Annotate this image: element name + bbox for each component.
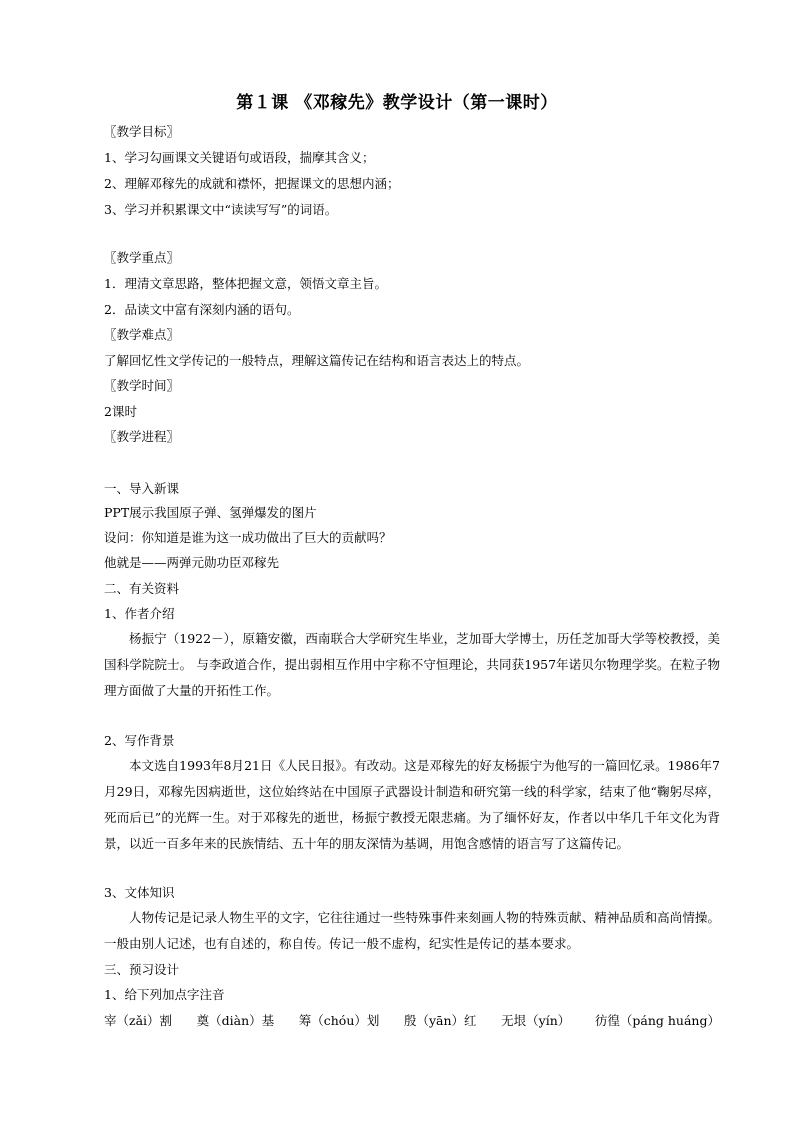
- genre-heading: 3、文体知识: [104, 885, 175, 900]
- pinyin-row: [104, 1011, 720, 1029]
- pinyin-item: 无垠（yín）: [501, 1013, 571, 1028]
- section3-heading: 三、预习设计: [104, 962, 180, 977]
- author-heading: 1、作者介绍: [104, 606, 175, 621]
- section1-line: PPT展示我国原子弹、氢弹爆发的图片: [104, 505, 317, 520]
- objective-item: 1、学习勾画课文关键语句或语段，揣摩其含义；: [104, 150, 375, 165]
- pinyin-item: 筹（chóu）划: [298, 1013, 380, 1028]
- section1-line: 设问：你知道是谁为这一成功做出了巨大的贡献吗？: [104, 530, 392, 545]
- section2-heading: 二、有关资料: [104, 581, 180, 596]
- section1-line: 他就是——两弹元勋功臣邓稼先: [104, 555, 280, 570]
- page-title: 第１课 《邓稼先》教学设计（第一课时）: [236, 93, 558, 113]
- time-heading: 〖教学时间〗: [104, 378, 180, 393]
- author-paragraph: 杨振宁（1922－），原籍安徽，西南联合大学研究生毕业，芝加哥大学博士，历任芝加哥大学等校教授，美国科学院院士。 与李政道合作，提出弱相互作用中宇称不守恒理论，共同获1957年诺贝尔物理学奖。在粒子物理方面做了大量的开拓性工作。: [104, 631, 720, 698]
- process-heading: 〖教学进程〗: [104, 429, 180, 444]
- section1-heading: 一、导入新课: [104, 481, 180, 496]
- pinyin-item: 宰（zǎi）割: [104, 1013, 173, 1028]
- objective-item: 2、理解邓稼先的成就和襟怀，把握课文的思想内涵；: [104, 176, 400, 191]
- objective-item: 3、学习并积累课文中“读读写写”的词语。: [104, 202, 338, 217]
- key-point-item: 1．理清文章思路，整体把握文意，领悟文章主旨。: [104, 276, 387, 291]
- genre-paragraph: 人物传记是记录人物生平的文字，它往往通过一些特殊事件来刻画人物的特殊贡献、精神品质和高尚情操。一般由别人记述，也有自述的，称自传。传记一般不虚构，纪实性是传记的基本要求。: [104, 910, 720, 951]
- difficulties-heading: 〖教学难点〗: [104, 327, 180, 342]
- background-paragraph: 本文选自1993年8月21日《人民日报》。有改动。这是邓稼先的好友杨振宁为他写的一篇回忆录。1986年7月29日，邓稼先因病逝世，这位始终站在中国原子武器设计制造和研究第一线的科学家，结束了他“鞠躬尽瘁，死而后已”的光辉一生。对于邓稼先的逝世，杨振宁教授无限悲痛。为了缅怀好友，作者以中华几千年文化为背景，以近一百多年来的民族情结、五十年的朋友深情为基调，用饱含感情的语言写了这篇传记。: [104, 758, 720, 851]
- difficulties-text: 了解回忆性文学传记的一般特点，理解这篇传记在结构和语言表达上的特点。: [104, 353, 530, 368]
- time-text: 2课时: [104, 404, 137, 419]
- pinyin-item: 奠（diàn）基: [196, 1013, 275, 1028]
- key-points-heading: 〖教学重点〗: [104, 250, 180, 265]
- pinyin-item: 彷徨（páng huáng）: [594, 1013, 720, 1028]
- objectives-heading: 〖教学目标〗: [104, 124, 180, 139]
- pinyin-item: 殷（yān）红: [403, 1013, 477, 1028]
- pinyin-subheading: 1、给下列加点字注音: [104, 987, 225, 1002]
- key-point-item: 2．品读文中富有深刻内涵的语句。: [104, 302, 300, 317]
- background-heading: 2、写作背景: [104, 733, 175, 748]
